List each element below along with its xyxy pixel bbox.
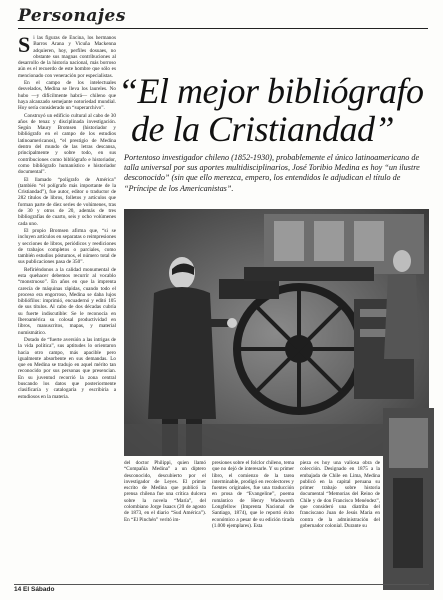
article-paragraph: Refiriéndonos a la calidad monumental de esta quehacer debemos recurrir al vocablo “monstruoso”. En años en que la imprenta carecía de máquinas rápidas, cuando todo el proceso era engorroso, Medina se daba lujos bibliófilos: imprimió, encuadernó y editó 105 de sus títulos. Al cabo de dos décadas cubría su fuerte indiscutible: Se le reconocía en Iberoamérica su colosal productividad en libros, manuscritos, mapas, y material numismático.: [18, 266, 116, 336]
page-footer: 14 El Sábado: [14, 586, 55, 593]
left-text-column: [18, 35, 116, 583]
article-paragraph: del doctor Philippi, quien llamó “Compañía Medina” a un díptero desconocido, descubierto por el investigador de Leyes. El primer escrito de Medina que publicó la prensa chilena fue una crítica dulcera sobre la novela “María”, del colombiano Jorge Isaacs (20 de agosto de 1873, en el diario “Sud América”). En “El Pinchén” veritó im-: [124, 460, 206, 523]
headline: [118, 72, 438, 148]
article-deck: Portentoso investigador chileno (1852-1930), probablemente el único latinoamericano de talla universal por sus aportes multidisciplinarios, José Toribio Medina es hoy “un ilustre desconocido” (sin que ello merezca, empero, los entendidos le adjudican el título de “Príncipe de los Americanistas”.: [124, 153, 420, 193]
bottom-text-column-1: [124, 460, 206, 582]
headline-line-1: “El mejor bibliógrafo: [118, 71, 424, 111]
article-paragraph: Si las figuras de Encina, los hermanos Barros Arana y Vicuña Mackenna adquieren, hoy, perfiles dosuaes, no obstante sus magnas contribuciones al desarrollo de la historia nacional, más borroso aún es el recuerdo de este hombre que sólo es mencionado con veneración por especialistas.: [18, 35, 116, 79]
section-header: [18, 6, 428, 29]
article-paragraph: El propio Bromsen afirma que, “si se incluyen artículos en separatas o reimpresiones y secciones de libros, periódicos y reediciones de trabajos completos o parciales, como también estudios póstumos, el número total de sus publicaciones pasa de 350”.: [18, 227, 116, 266]
footer-rule: [14, 584, 429, 585]
bottom-text-column-3: [300, 460, 380, 582]
article-paragraph: pieza es hoy una valiosa obra de colección. Designado en 1875 a la embajada de Chile en Lima, Medina publicó en la capital peruana su primer trabajo sobre historia documental “Memorias del Reino de Chile y de don Francisco Menéndez”, que consideró una diatriba del franciscano Juan de Jesús María en contra de la administración del gobernador colonial. Durante su: [300, 460, 380, 529]
bottom-text-column-2: [212, 460, 294, 582]
article-paragraph: En el campo de los intelectuales desvelados, Medina se lleva los laureles. No hubo —y difícilmente habrá— chileno que haya alcanzado semejante notoriedad mundial. Hoy sería considerado un “superarchivo”.: [18, 80, 116, 112]
headline-line-2: de la Cristiandad”: [131, 109, 395, 149]
section-title: Personajes: [18, 6, 126, 26]
article-paragraph: El llamado “polígrafo de América” (también “el polígrafo más importante de la Cristiandad”), fue autor, editor o traductor de 282 títulos de libros, folletos y artículos que forman parte de diez series de volúmenes, tras de 30 y otros de 20, además de tres bibliografías de cuarto, seis y ocho volúmenes cada uno.: [18, 176, 116, 227]
drop-cap: S: [18, 35, 31, 57]
article-paragraph: presiones sobre el folclor chileno, tema que no dejó de interesarle. Y su primer libro, el comienzo de la tarea interminable, prodigó en recolectores y fuentes originales, fue una traducción en prosa de “Evangeline”, poema romántico de Henry Wadsworth Longfellow (Imprenta Nacional de Santiago, 1874), que le reportó éxito económico a pesar de su edición tirada (1.000 ejemplares). Esta: [212, 460, 294, 529]
secondary-photo: [383, 408, 434, 590]
article-paragraph: Dotado de “fuerte aversión a las intrigas de la vida política”, sus aptitudes lo orientaron hacia otro campo, más apacible pero igualmente absorbente en sus demandas. Lo que en Medina se tradujo en aquel mérito tan reconocido por sus personas que presencian. En su juventud recorrió la zona central buscando los datos que posteriormente clasificaría y catalogaría y escribiría a estudiosos en la materia.: [18, 336, 116, 400]
portrait-photo: [383, 408, 434, 590]
article-paragraph: Construyó un edificio cultural al cabo de 30 años de tenaz y disciplinada investigación. Según Maury Bromsen (historiador y bibliógrafo en el campo de los estudios latinoamericanos), “el prestigio de Medina dentro del mundo de las letras descansa, principalmente y sobre todo, en sus contribuciones como bibliógrafo e historiador, como bibliógrafo humanístico e historiador documental”.: [18, 112, 116, 176]
